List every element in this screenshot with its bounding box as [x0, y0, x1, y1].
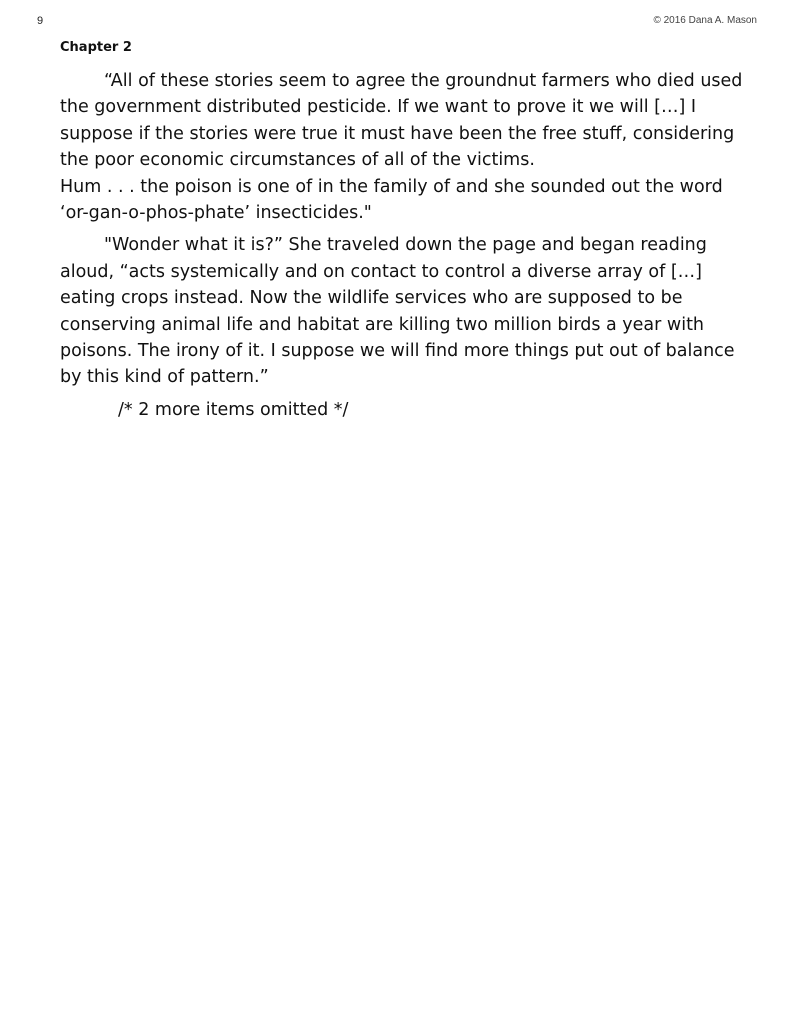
copyright-notice: © 2016 Dana A. Mason: [653, 15, 757, 26]
paragraph: “All of these stories seem to agree the groundnut farmers who died used the government distributed pesticide. If we want to prove it we will […] I suppose if the stories were true it must have been the free stuff, considering the poor economic circumstances of all of the victims. Hum . . . the poison is one of in the family of and she sounded out the word ‘or-gan-o-phos-phate’ insecticides.": [60, 71, 743, 224]
paragraph: /* 2 more items omitted */: [118, 399, 349, 420]
chapter-title: Chapter 2: [60, 40, 132, 55]
page-number: 9: [37, 15, 44, 27]
document-body: [60, 68, 750, 429]
paragraph: "Wonder what it is?” She traveled down the page and began reading aloud, “acts systemically and on contact to control a diverse array of […] eating crops instead. Now the wildlife services who are supposed to be conserving animal life and habitat are killing two million birds a year with poisons. The irony of it. I suppose we will find more things put out of balance by this kind of pattern.”: [60, 235, 735, 388]
